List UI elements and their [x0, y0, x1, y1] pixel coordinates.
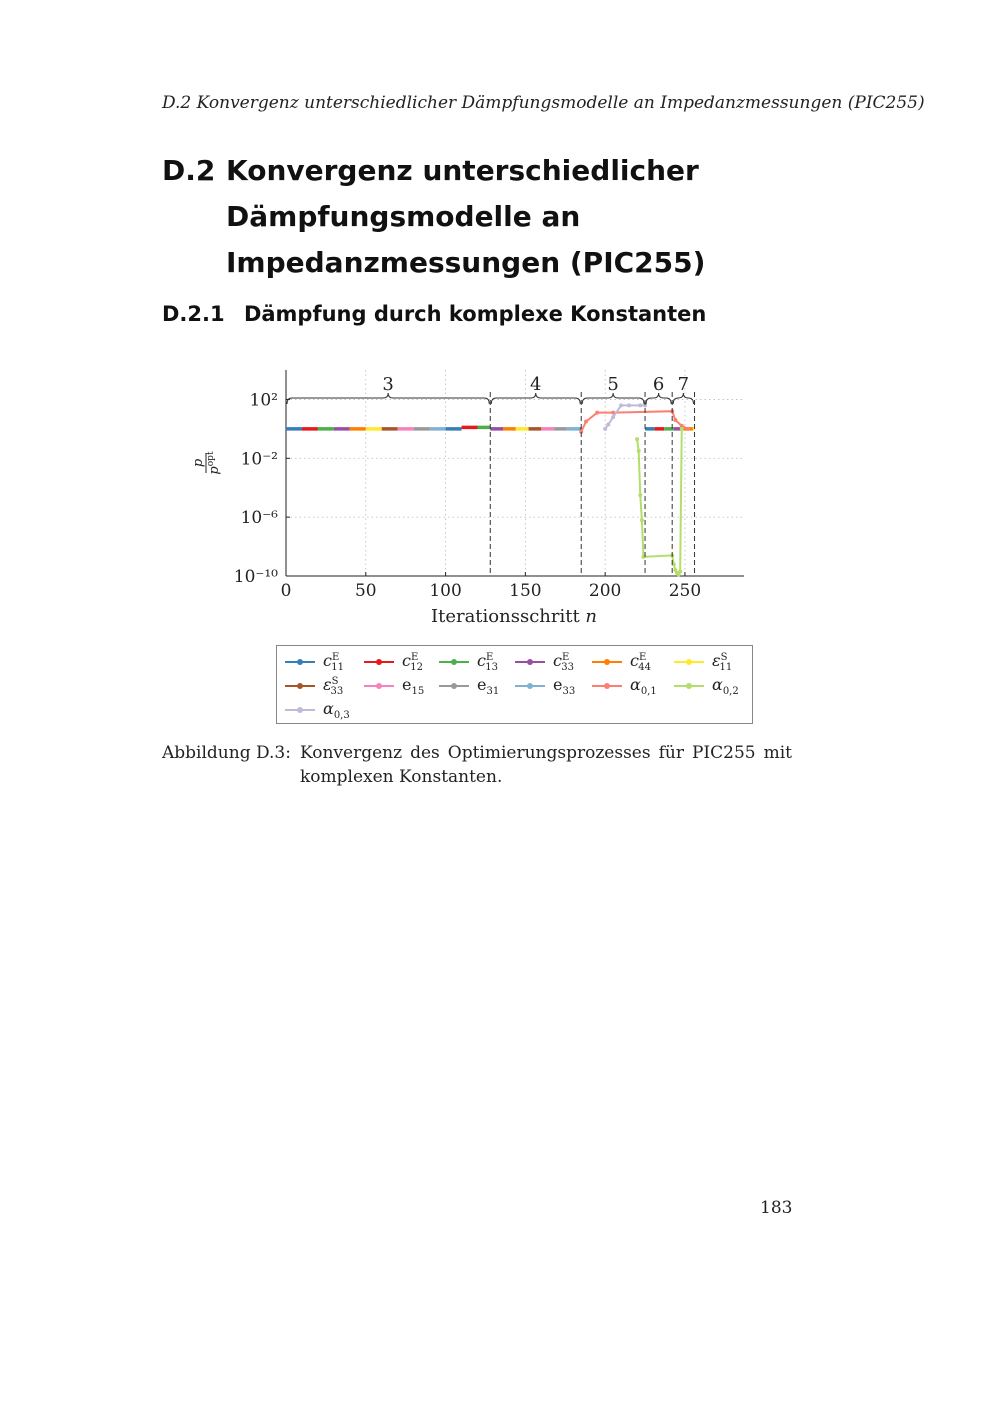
legend-item [515, 675, 575, 697]
legend-label: $\varepsilon^S_{11}$ [712, 650, 733, 674]
series-point-α0,2 [678, 570, 682, 574]
series-point-α0,2 [680, 427, 684, 431]
x-tick-label: 150 [509, 581, 542, 601]
svg-text:p: p [191, 458, 206, 468]
legend-swatch [439, 661, 469, 663]
series-point-α0,3 [627, 403, 631, 407]
legend-swatch [285, 685, 315, 687]
legend-label: $c^E_{33}$ [553, 650, 575, 674]
legend-item [592, 651, 651, 673]
legend-swatch [364, 661, 394, 663]
y-tick-label: 10⁻⁶ [240, 508, 278, 529]
phase-label: 7 [677, 374, 690, 395]
x-tick-label: 100 [429, 581, 462, 601]
legend-label: $e_{33}$ [553, 674, 576, 698]
subsection-title: Dämpfung durch komplexe Konstanten [243, 302, 707, 326]
legend-label: $c^E_{11}$ [323, 650, 345, 674]
x-tick-label: 0 [280, 581, 292, 601]
legend-swatch [592, 661, 622, 663]
legend-label: $\alpha_{0,1}$ [630, 674, 657, 698]
legend-label: $c^E_{44}$ [630, 650, 652, 674]
legend-label: $\varepsilon^S_{33}$ [323, 674, 344, 698]
x-tick-label: 200 [588, 581, 622, 601]
chart-axes [234, 370, 744, 601]
legend-item [674, 651, 732, 673]
legend-swatch [515, 685, 545, 687]
legend-item [285, 675, 343, 697]
y-tick-label: 10⁻² [240, 449, 278, 470]
legend-swatch [439, 685, 469, 687]
caption-label: Abbildung D.3: [162, 743, 291, 763]
legend-item [364, 651, 423, 673]
convergence-chart [180, 350, 780, 635]
phase-label: 5 [607, 374, 619, 395]
phase-label: 6 [652, 374, 665, 395]
series-point-α0,3 [619, 403, 623, 407]
legend-swatch [364, 685, 394, 687]
series-point-α0,3 [638, 403, 642, 407]
chart-phases [287, 374, 695, 576]
legend-item [364, 675, 424, 697]
legend-label: $e_{15}$ [402, 674, 425, 698]
legend-swatch [592, 685, 622, 687]
subsection-number: D.2.1 [162, 302, 225, 326]
legend-item [285, 699, 350, 721]
y-tick-label: 10⁻¹⁰ [233, 567, 278, 587]
legend-item [592, 675, 657, 697]
legend-item [674, 675, 739, 697]
chart-grid [286, 370, 744, 576]
series-point-α0,1 [595, 411, 599, 415]
legend-item [439, 675, 499, 697]
series-point-α0,3 [606, 422, 610, 426]
series-point-α0,3 [611, 415, 615, 419]
series-point-α0,1 [686, 427, 690, 431]
x-tick-label: 50 [354, 581, 377, 601]
series-point-α0,1 [584, 420, 588, 424]
series-line-α0,2 [637, 429, 682, 575]
y-tick-label: 10² [249, 390, 278, 411]
chart-legend [276, 645, 753, 724]
section-title: Konvergenz unterschiedlicher Dämpfungsmodelle an Impedanzmessungen (PIC255) [226, 154, 706, 279]
legend-swatch [515, 661, 545, 663]
legend-label: $c^E_{13}$ [477, 650, 499, 674]
x-axis-label: Iterationsschritt n [430, 606, 598, 627]
figure-caption [162, 741, 792, 789]
phase-label: 4 [530, 374, 542, 395]
page-number: 183 [760, 1198, 793, 1218]
legend-swatch [674, 685, 704, 687]
legend-swatch [285, 709, 315, 711]
x-tick-label: 250 [668, 581, 702, 601]
y-axis-label [191, 451, 222, 475]
legend-item [285, 651, 344, 673]
series-point-α0,2 [635, 437, 639, 441]
caption-text: Konvergenz des Optimierungsprozesses für PIC255 mit komplexen Konstanten. [300, 743, 792, 787]
section-heading [162, 148, 862, 286]
svg-text:popt: $p^{opt}$ [206, 451, 222, 475]
legend-label: $c^E_{12}$ [402, 650, 424, 674]
running-header: D.2 Konvergenz unterschiedlicher Dämpfungsmodelle an Impedanzmessungen (PIC255) [162, 93, 925, 113]
legend-item [515, 651, 574, 673]
phase-label: 3 [382, 374, 394, 395]
legend-swatch [285, 661, 315, 663]
series-point-α0,2 [638, 493, 642, 497]
legend-swatch [674, 661, 704, 663]
legend-label: $\alpha_{0,2}$ [712, 674, 739, 698]
series-point-α0,2 [637, 449, 641, 453]
series-point-α0,1 [673, 418, 677, 422]
legend-label: $e_{31}$ [477, 674, 500, 698]
series-point-α0,3 [603, 427, 607, 431]
series-point-α0,2 [640, 518, 644, 522]
subsection-heading [162, 302, 706, 326]
section-number: D.2 [162, 154, 216, 187]
legend-label: $\alpha_{0,3}$ [323, 698, 350, 722]
legend-item [439, 651, 498, 673]
